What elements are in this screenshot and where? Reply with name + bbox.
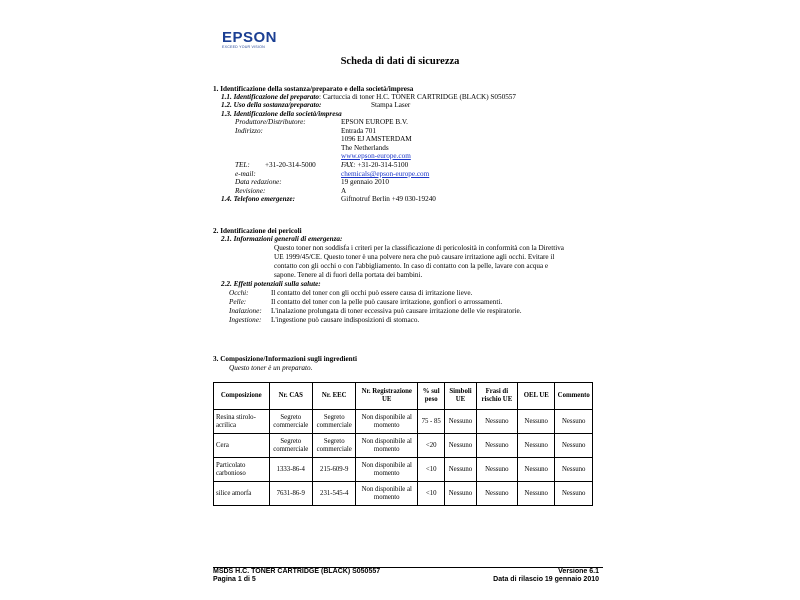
table-cell: 215-609-9 — [313, 458, 356, 482]
table-cell: 231-545-4 — [313, 482, 356, 506]
table-row — [214, 458, 593, 482]
footer-document-id: MSDS H.C. TONER CARTRIDGE (BLACK) S050557 — [213, 568, 381, 575]
table-cell: Nessuno — [555, 434, 593, 458]
effect-text-eyes: Il contatto del toner con gli occhi può essere causa di irritazione lieve. — [271, 289, 473, 297]
table-cell: Segreto commerciale — [313, 434, 356, 458]
fax-row — [341, 161, 408, 170]
section-1-2-value: Stampa Laser — [371, 101, 411, 109]
table-cell: Nessuno — [555, 482, 593, 506]
table-cell: Cera — [214, 434, 270, 458]
table-cell: Nessuno — [518, 434, 555, 458]
table-row — [214, 410, 593, 434]
table-cell: Nessuno — [445, 482, 476, 506]
section-2-1-line-3: contatto con gli occhi o con l'abbigliamento. In caso di contatto con la pelle, lavare con acqua e — [274, 262, 549, 270]
table-cell: Nessuno — [476, 482, 517, 506]
section-2-1-line-2: UE 1999/45/CE. Questo toner è una polvere nera che può causare irritazione agli occhi. Evitare il — [274, 253, 555, 261]
composition-table — [213, 382, 593, 506]
address-line-3: The Netherlands — [341, 144, 389, 152]
fax-value: +31-20-314-5100 — [357, 161, 409, 169]
effect-label-eyes: Occhi: — [229, 289, 249, 297]
table-cell: Nessuno — [476, 410, 517, 434]
table-row — [214, 482, 593, 506]
section-1-heading: 1. Identificazione della sostanza/preparato e della società/impresa — [213, 85, 414, 93]
col-header: Frasi di rischio UE — [476, 383, 517, 410]
section-1-4-value: Giftnotruf Berlin +49 030-19240 — [341, 195, 436, 203]
tel-value: +31-20-314-5000 — [265, 161, 316, 169]
website-link[interactable]: www.epson-europe.com — [341, 152, 411, 160]
table-cell: Non disponibile al momento — [356, 434, 418, 458]
effect-text-skin: Il contatto del toner con la pelle può causare irritazione, gonfiori o arrossamenti. — [271, 298, 503, 306]
table-cell: Non disponibile al momento — [356, 458, 418, 482]
section-1-2-label: 1.2. Uso della sostanza/preparato: — [221, 101, 322, 109]
section-1-3-label: 1.3. Identificazione della società/impresa — [221, 110, 342, 118]
table-cell: <10 — [418, 458, 445, 482]
section-2-1-line-4: sapone. Tenere al di fuori della portata dei bambini. — [274, 271, 423, 279]
col-header: Nr. Registrazione UE — [356, 383, 418, 410]
table-cell: Nessuno — [445, 458, 476, 482]
table-cell: Resina stirolo-acrilica — [214, 410, 270, 434]
logo-tagline: EXCEED YOUR VISION — [222, 45, 265, 49]
effect-label-skin: Pelle: — [229, 298, 247, 306]
table-cell: 7631-86-9 — [269, 482, 312, 506]
section-1-1-label: 1.1. Identificazione del preparato — [221, 93, 320, 101]
date-label: Data redazione: — [235, 178, 282, 186]
address-label: Indirizzo: — [235, 127, 263, 135]
section-2-1-line-1: Questo toner non soddisfa i criteri per la classificazione di pericolosità in conformità con la Direttiva — [274, 244, 564, 252]
col-header: % sul peso — [418, 383, 445, 410]
table-cell: <10 — [418, 482, 445, 506]
table-cell: Segreto commerciale — [269, 410, 312, 434]
section-3-heading: 3. Composizione/Informazioni sugli ingredienti — [213, 355, 358, 363]
table-cell: Nessuno — [476, 458, 517, 482]
col-header: Simboli UE — [445, 383, 476, 410]
epson-logo — [222, 30, 277, 50]
col-header: OEL UE — [518, 383, 555, 410]
table-row — [214, 434, 593, 458]
producer-label: Produttore/Distributore: — [235, 118, 306, 126]
footer-version: Versione 6.1 — [558, 568, 599, 575]
address-line-2: 1096 EJ AMSTERDAM — [341, 135, 412, 143]
section-2-heading: 2. Identificazione dei pericoli — [213, 227, 302, 235]
date-value: 19 gennaio 2010 — [341, 178, 389, 186]
tel-label: TEL: — [235, 161, 250, 169]
table-cell: Nessuno — [555, 458, 593, 482]
table-cell: 1333-86-4 — [269, 458, 312, 482]
footer-page-number: Pagina 1 di 5 — [213, 576, 256, 583]
logo-brand: EPSON — [222, 29, 278, 46]
table-cell: 75 - 85 — [418, 410, 445, 434]
col-header: Nr. CAS — [269, 383, 312, 410]
email-link[interactable]: chemicals@epson-europe.com — [341, 170, 430, 178]
table-cell: silice amorfa — [214, 482, 270, 506]
effect-label-inhalation: Inalazione: — [229, 307, 262, 315]
table-cell: Nessuno — [518, 458, 555, 482]
effect-text-ingestion: L'ingestione può causare indisposizioni di stomaco. — [271, 316, 420, 324]
table-cell: Segreto commerciale — [269, 434, 312, 458]
table-header-row — [214, 383, 593, 410]
producer-value: EPSON EUROPE B.V. — [341, 118, 408, 126]
table-cell: Nessuno — [476, 434, 517, 458]
fax-label: FAX: — [341, 161, 356, 169]
table-cell: Nessuno — [518, 410, 555, 434]
table-cell: Particolato carbonioso — [214, 458, 270, 482]
table-cell: Nessuno — [555, 410, 593, 434]
section-2-1-label: 2.1. Informazioni generali di emergenza: — [221, 235, 343, 243]
email-label: e-mail: — [235, 170, 256, 178]
effect-text-inhalation: L'inalazione prolungata di toner eccessiva può causare irritazione delle vie respiratorie. — [271, 307, 522, 315]
section-1-1-value: : Cartuccia di toner H.C. TONER CARTRIDGE (BLACK) S050557 — [319, 93, 516, 101]
col-header: Nr. EEC — [313, 383, 356, 410]
table-cell: Nessuno — [518, 482, 555, 506]
section-2-2-label: 2.2. Effetti potenziali sulla salute: — [221, 280, 321, 288]
table-cell: Segreto commerciale — [313, 410, 356, 434]
table-cell: Nessuno — [445, 434, 476, 458]
footer-release-date: Data di rilascio 19 gennaio 2010 — [493, 576, 599, 583]
table-cell: Non disponibile al momento — [356, 482, 418, 506]
effect-label-ingestion: Ingestione: — [229, 316, 262, 324]
col-header: Composizione — [214, 383, 270, 410]
document-title: Scheda di dati di sicurezza — [340, 56, 460, 67]
table-cell: <20 — [418, 434, 445, 458]
col-header: Commento — [555, 383, 593, 410]
table-cell: Nessuno — [445, 410, 476, 434]
section-1-4-label: 1.4. Telefono emergenze: — [221, 195, 295, 203]
section-3-subtitle: Questo toner è un preparato. — [229, 364, 313, 372]
revision-value: A — [341, 187, 347, 195]
revision-label: Revisione: — [235, 187, 266, 195]
table-cell: Non disponibile al momento — [356, 410, 418, 434]
address-line-1: Entrada 701 — [341, 127, 376, 135]
